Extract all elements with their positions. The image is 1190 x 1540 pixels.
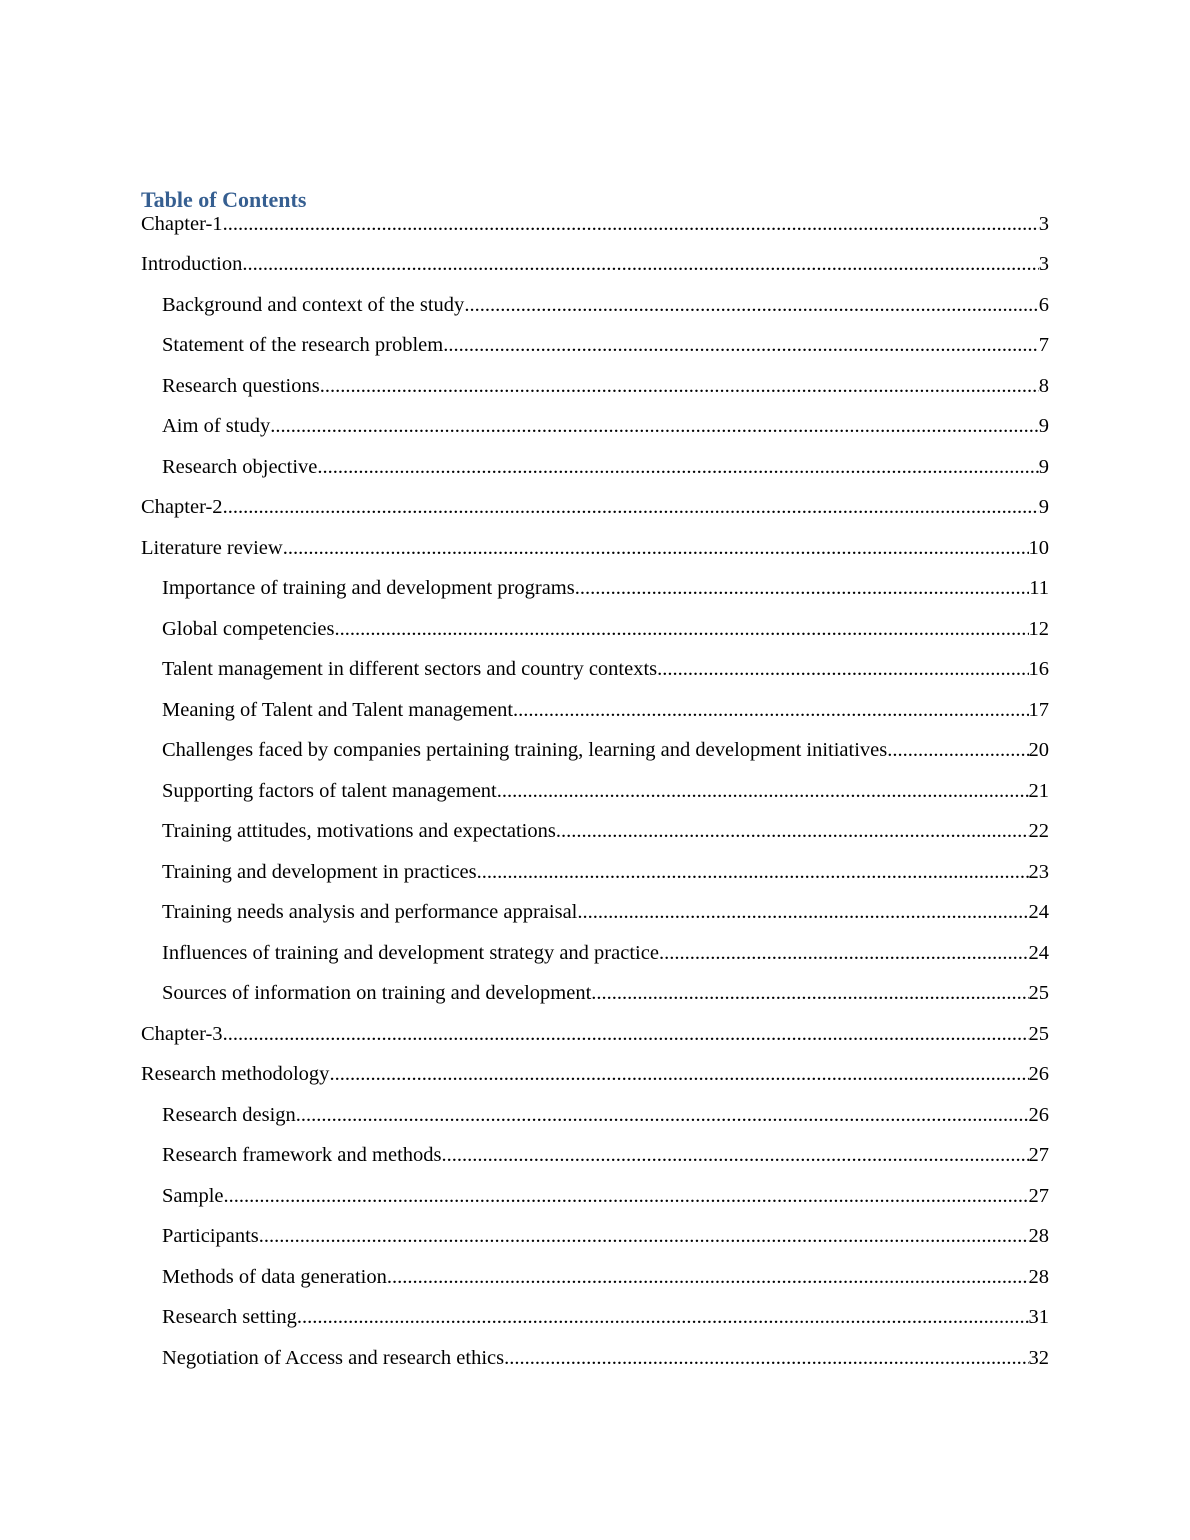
toc-entry[interactable] <box>141 1182 1049 1223</box>
toc-entry-page-number: 25 <box>1028 1022 1049 1045</box>
toc-entry-page-number: 9 <box>1038 496 1049 518</box>
toc-entry-page-number: 21 <box>1028 779 1049 802</box>
toc-entry-page-number: 3 <box>1038 213 1049 235</box>
toc-entry-label: Sample <box>162 1184 224 1207</box>
toc-dot-leader <box>296 1101 1029 1129</box>
toc-dot-leader <box>657 655 1028 683</box>
toc-entry[interactable] <box>141 1222 1049 1263</box>
toc-entry-page-number: 32 <box>1028 1346 1049 1369</box>
toc-dot-leader <box>504 1344 1028 1372</box>
toc-dot-leader <box>575 574 1030 602</box>
table-of-contents <box>141 186 1049 1384</box>
toc-entry-page-number: 27 <box>1028 1184 1049 1207</box>
toc-entry-label: Research objective <box>162 455 318 478</box>
toc-entry-page-number: 9 <box>1038 455 1049 478</box>
toc-dot-leader <box>320 372 1039 400</box>
toc-dot-leader <box>223 493 1039 521</box>
toc-dot-leader <box>464 291 1038 319</box>
toc-entry-page-number: 24 <box>1028 901 1049 923</box>
toc-entry-page-number: 28 <box>1028 1265 1049 1288</box>
toc-dot-leader <box>477 858 1029 886</box>
toc-entry[interactable] <box>141 412 1049 453</box>
toc-dot-leader <box>387 1263 1029 1291</box>
toc-entry-label: Talent management in different sectors and country contexts <box>162 658 658 680</box>
toc-entry[interactable] <box>141 1141 1049 1182</box>
toc-entry-page-number: 26 <box>1028 1063 1049 1085</box>
toc-dot-leader <box>659 939 1029 967</box>
toc-title: Table of Contents <box>141 187 307 212</box>
toc-entry[interactable] <box>141 655 1049 696</box>
toc-entry-label: Research setting <box>162 1306 297 1328</box>
toc-entry-page-number: 24 <box>1028 941 1049 964</box>
toc-entry[interactable] <box>141 453 1049 494</box>
toc-entry-label: Challenges faced by companies pertaining training, learning and development initiatives <box>162 739 888 761</box>
toc-entry[interactable] <box>141 250 1049 291</box>
toc-dot-leader <box>259 1222 1029 1250</box>
toc-entry[interactable] <box>141 898 1049 939</box>
toc-entry-label: Influences of training and development strategy and practice <box>162 941 659 964</box>
toc-entry-label: Research questions <box>162 374 320 397</box>
toc-entry-label: Research design <box>162 1103 296 1126</box>
toc-entry-label: Aim of study <box>162 415 271 437</box>
toc-entry-page-number: 26 <box>1028 1103 1049 1126</box>
toc-entry[interactable] <box>141 1060 1049 1101</box>
toc-entry-page-number: 6 <box>1038 293 1049 316</box>
toc-entry-label: Statement of the research problem <box>162 334 444 356</box>
toc-entry[interactable] <box>141 534 1049 575</box>
toc-dot-leader <box>442 1141 1029 1169</box>
toc-entry-label: Negotiation of Access and research ethics <box>162 1346 505 1369</box>
toc-entry-label: Literature review <box>141 536 283 559</box>
toc-entry-label: Training attitudes, motivations and expectations <box>162 820 556 842</box>
toc-entry-page-number: 10 <box>1028 536 1049 559</box>
toc-entry-label: Supporting factors of talent management <box>162 779 497 802</box>
toc-entry[interactable] <box>141 817 1049 858</box>
toc-dot-leader <box>329 1060 1028 1088</box>
toc-entry-label: Global competencies <box>162 617 335 640</box>
toc-entry[interactable] <box>141 372 1049 413</box>
toc-entry-label: Methods of data generation <box>162 1265 387 1288</box>
toc-dot-leader <box>224 1182 1029 1210</box>
toc-entry-page-number: 27 <box>1028 1144 1049 1166</box>
toc-entry-page-number: 16 <box>1028 658 1049 680</box>
toc-entry-page-number: 17 <box>1028 698 1049 721</box>
toc-entry-label: Research methodology <box>141 1063 330 1085</box>
toc-entry[interactable] <box>141 210 1049 250</box>
toc-dot-leader <box>887 736 1028 764</box>
toc-entry-label: Chapter-3 <box>141 1022 223 1045</box>
toc-entry-page-number: 3 <box>1038 253 1049 275</box>
toc-dot-leader <box>334 615 1028 643</box>
toc-entry[interactable] <box>141 1303 1049 1344</box>
toc-entry[interactable] <box>141 939 1049 980</box>
toc-entry-page-number: 23 <box>1028 860 1049 883</box>
toc-dot-leader <box>556 817 1029 845</box>
toc-dot-leader <box>577 898 1028 926</box>
toc-entry-label: Training and development in practices <box>162 860 477 883</box>
toc-entry[interactable] <box>141 696 1049 737</box>
toc-entry-label: Importance of training and development programs <box>162 577 575 599</box>
toc-entry-label: Chapter-2 <box>141 496 223 518</box>
toc-entry[interactable] <box>141 979 1049 1020</box>
toc-entry[interactable] <box>141 574 1049 615</box>
toc-dot-leader <box>283 534 1029 562</box>
toc-entry-label: Chapter-1 <box>141 213 223 235</box>
toc-entry-page-number: 31 <box>1028 1306 1049 1328</box>
toc-entry-label: Research framework and methods <box>162 1144 442 1166</box>
toc-dot-leader <box>317 453 1038 481</box>
toc-dot-leader <box>513 696 1028 724</box>
toc-entry-label: Meaning of Talent and Talent management <box>162 698 514 721</box>
toc-dot-leader <box>297 1303 1029 1331</box>
toc-entry-label: Training needs analysis and performance appraisal <box>162 901 578 923</box>
toc-list <box>141 210 1049 1384</box>
toc-entry-page-number: 7 <box>1038 334 1049 356</box>
toc-dot-leader <box>497 777 1029 805</box>
toc-entry[interactable] <box>141 1101 1049 1142</box>
toc-entry[interactable] <box>141 1263 1049 1304</box>
toc-dot-leader <box>223 1020 1029 1048</box>
toc-entry-page-number: 9 <box>1038 415 1049 437</box>
toc-entry[interactable] <box>141 736 1049 777</box>
toc-entry-page-number: 28 <box>1028 1225 1049 1247</box>
toc-entry[interactable] <box>141 1020 1049 1061</box>
toc-entry-label: Sources of information on training and development <box>162 982 592 1004</box>
toc-entry-page-number: 20 <box>1028 739 1049 761</box>
toc-entry[interactable] <box>141 1344 1049 1385</box>
toc-dot-leader <box>591 979 1028 1007</box>
toc-dot-leader <box>223 210 1039 238</box>
toc-entry[interactable] <box>141 291 1049 332</box>
toc-entry-page-number: 22 <box>1028 820 1049 842</box>
toc-entry-label: Introduction <box>141 253 243 275</box>
toc-entry-page-number: 11 <box>1029 577 1049 599</box>
toc-dot-leader <box>443 331 1039 359</box>
toc-dot-leader <box>242 250 1038 278</box>
toc-entry-page-number: 8 <box>1038 374 1049 397</box>
toc-entry[interactable] <box>141 777 1049 818</box>
toc-dot-leader <box>270 412 1039 440</box>
toc-entry-label: Background and context of the study <box>162 293 465 316</box>
toc-entry-page-number: 12 <box>1028 617 1049 640</box>
toc-entry[interactable] <box>141 331 1049 372</box>
toc-entry[interactable] <box>141 858 1049 899</box>
toc-entry[interactable] <box>141 615 1049 656</box>
toc-entry-page-number: 25 <box>1028 982 1049 1004</box>
toc-entry-label: Participants <box>162 1225 259 1247</box>
toc-entry[interactable] <box>141 493 1049 534</box>
